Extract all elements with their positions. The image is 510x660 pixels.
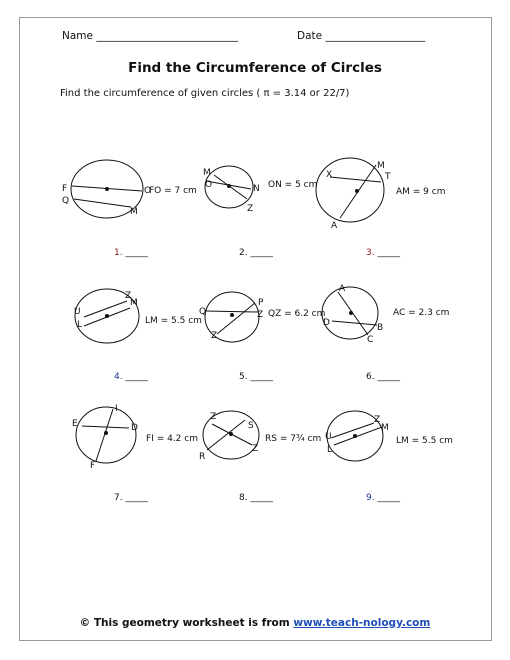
point-label: S <box>248 421 254 431</box>
point-label: Z <box>210 412 217 422</box>
given-measure-3: AM = 9 cm <box>396 187 446 197</box>
point-label: O <box>205 180 213 190</box>
footer-text: © This geometry worksheet is from <box>79 617 294 629</box>
given-measure-7: FI = 4.2 cm <box>146 434 198 444</box>
point-label: Q <box>199 307 207 317</box>
given-measure-8: RS = 7¾ cm <box>265 434 322 444</box>
point-label: Z <box>252 444 259 454</box>
point-label: Z <box>211 331 218 341</box>
given-measure-4: LM = 5.5 cm <box>145 316 202 326</box>
given-measure-5: QZ = 6.2 cm <box>268 309 326 319</box>
name-label: Name <box>62 30 93 42</box>
answer-blank: _____ <box>250 372 273 382</box>
answer-3 <box>366 248 400 258</box>
point-label: P <box>258 298 264 308</box>
answer-blank: _____ <box>377 248 400 258</box>
problem-number: 9. <box>366 493 375 503</box>
circle-diagram-2 <box>205 166 253 208</box>
answer-blank: _____ <box>125 372 148 382</box>
point-label: M <box>203 168 211 178</box>
point-label: Z <box>257 310 264 320</box>
given-measure-1: FO = 7 cm <box>149 186 197 196</box>
problem-number: 6. <box>366 372 375 382</box>
point-label: N <box>253 184 260 194</box>
point-label: A <box>339 284 346 294</box>
problem-number: 4. <box>114 372 123 382</box>
footer-link[interactable]: www.teach-nology.com <box>293 617 431 629</box>
problem-number: 8. <box>239 493 248 503</box>
answer-8 <box>239 493 273 503</box>
point-label: L <box>77 320 83 330</box>
point-label: M <box>130 207 138 217</box>
answer-blank: _____ <box>250 248 273 258</box>
name-blank: ___________________________ <box>96 30 239 42</box>
answer-9 <box>366 493 400 503</box>
answer-blank: _____ <box>125 248 148 258</box>
point-label: M <box>130 298 138 308</box>
point-label: F <box>90 461 96 471</box>
point-label: E <box>72 419 78 429</box>
point-label: D <box>323 318 330 328</box>
answer-blank: _____ <box>377 493 400 503</box>
problem-number: 1. <box>114 248 123 258</box>
footer <box>0 617 510 629</box>
instructions: Find the circumference of given circles ( π = 3.14 or 22/7) <box>60 88 350 99</box>
point-label: Z <box>125 291 132 301</box>
point-label: R <box>199 452 206 462</box>
given-measure-9: LM = 5.5 cm <box>396 436 453 446</box>
point-label: Z <box>374 415 381 425</box>
point-label: O <box>144 186 152 196</box>
circle-diagram-6 <box>322 287 378 339</box>
answer-2 <box>239 248 273 258</box>
problem-number: 5. <box>239 372 248 382</box>
circle-diagram-3 <box>316 158 384 222</box>
circle-diagram-7 <box>76 407 136 463</box>
point-label: C <box>367 335 374 345</box>
point-label: A <box>331 221 338 231</box>
given-measure-6: AC = 2.3 cm <box>393 308 450 318</box>
answer-7 <box>114 493 148 503</box>
date-label: Date <box>297 30 323 42</box>
point-label: T <box>385 172 391 182</box>
answer-5 <box>239 372 273 382</box>
point-label: I <box>115 404 118 414</box>
point-label: M <box>381 423 389 433</box>
answer-blank: _____ <box>377 372 400 382</box>
answer-blank: _____ <box>250 493 273 503</box>
point-label: B <box>377 323 384 333</box>
point-label: U <box>325 432 332 442</box>
problem-number: 7. <box>114 493 123 503</box>
answer-6 <box>366 372 400 382</box>
point-label: U <box>74 307 81 317</box>
answer-blank: _____ <box>125 493 148 503</box>
answer-1 <box>114 248 148 258</box>
date-blank: ___________________ <box>325 30 426 42</box>
point-label: F <box>62 184 68 194</box>
problem-number: 2. <box>239 248 248 258</box>
point-label: M <box>377 161 385 171</box>
problem-number: 3. <box>366 248 375 258</box>
point-label: Z <box>247 204 254 214</box>
point-label: X <box>326 170 333 180</box>
point-label: Q <box>62 196 70 206</box>
page-title: Find the Circumference of Circles <box>128 60 382 76</box>
point-label: L <box>327 445 333 455</box>
given-measure-2: ON = 5 cm <box>268 180 318 190</box>
answer-4 <box>114 372 148 382</box>
point-label: D <box>131 423 138 433</box>
